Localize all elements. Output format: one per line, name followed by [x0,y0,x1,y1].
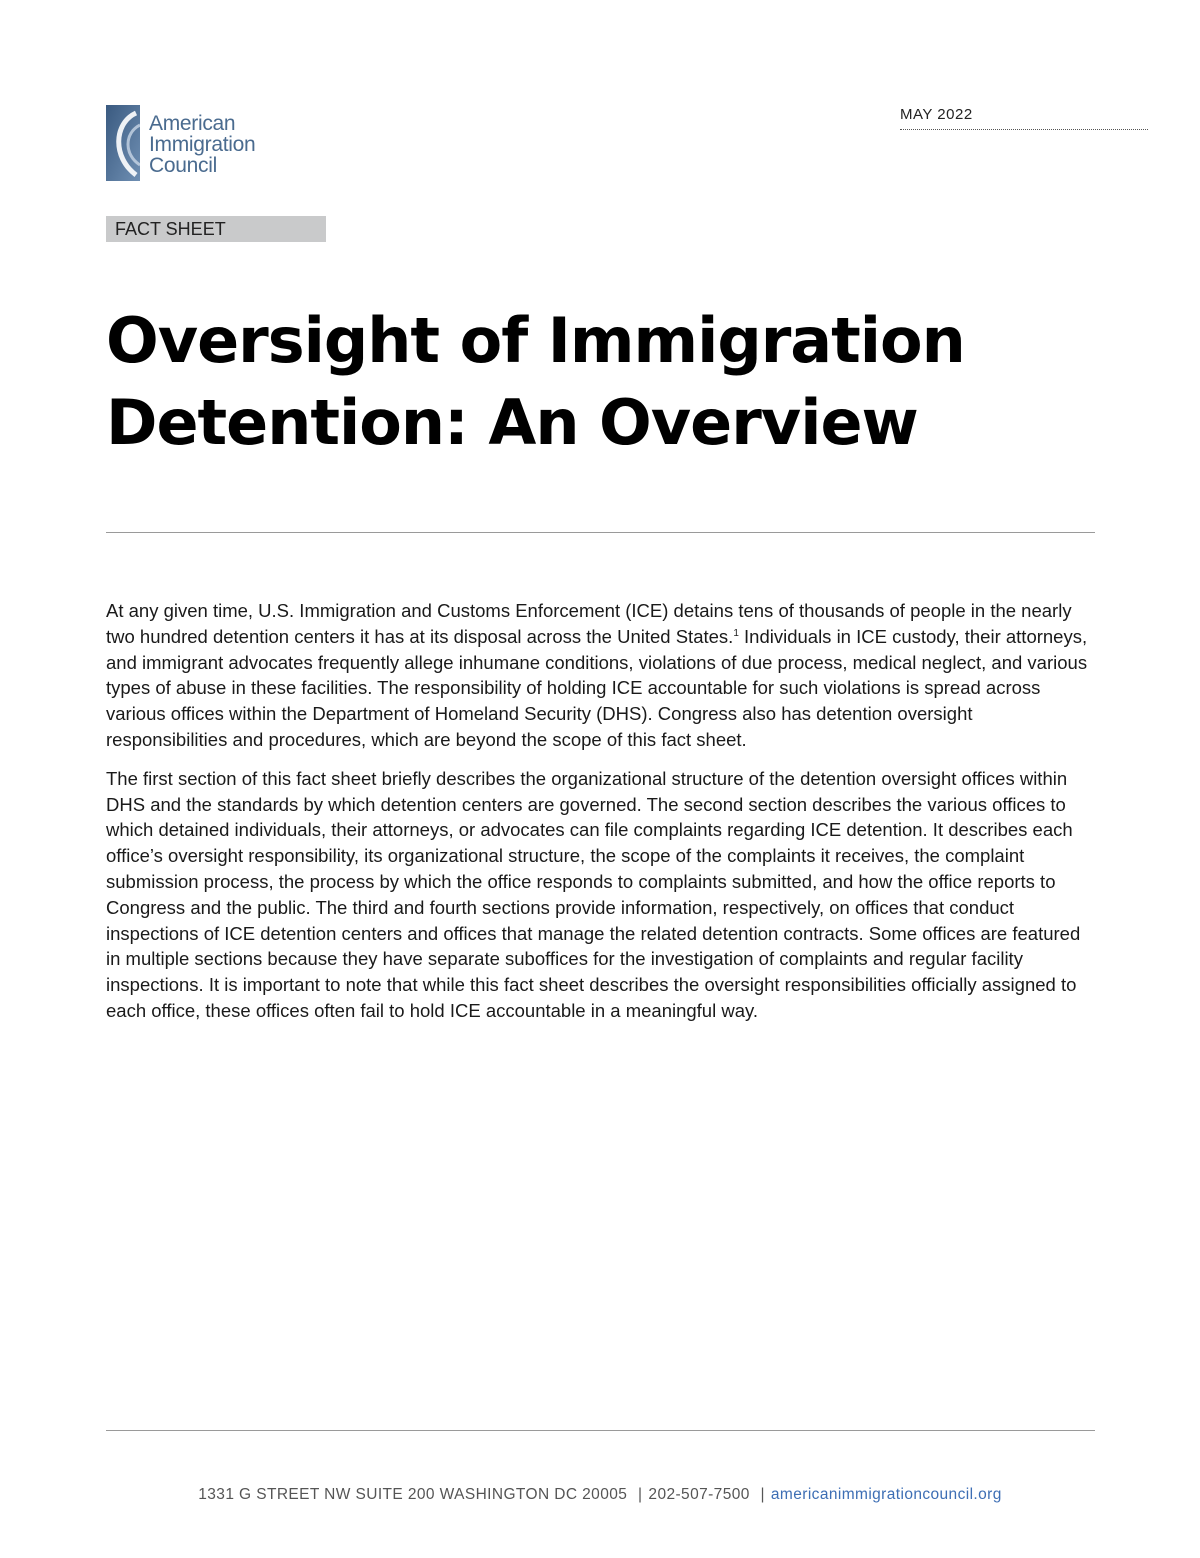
page-title [106,300,1106,464]
title-line-1: Oversight of Immigration [106,304,965,377]
paragraph-2: The first section of this fact sheet briefly describes the organizational structure of the detention oversight offices within DHS and the standards by which detention centers are governed. The second section describes the various offices to which detained individuals, their attorneys, or advocates can file complaints regarding ICE detention. It describes each office’s oversight responsibility, its organizational structure, the scope of the complaints it receives, the complaint submission process, the process by which the office responds to complaints submitted, and how the office reports to Congress and the public. The third and fourth sections provide information, respectively, on offices that conduct inspections of ICE detention centers and offices that manage the related detention contracts. Some offices are featured in multiple sections because they have separate suboffices for the investigation of complaints and regular facility inspections. It is important to note that while this fact sheet describes the oversight responsibilities officially assigned to each office, these offices often fail to hold ICE accountable in a meaningful way. [106,767,1081,1021]
paragraph-1 [106,598,1096,753]
logo-wordmark [149,113,255,176]
footer-separator-1: | [637,1486,643,1503]
doc-type-label: FACT SHEET [115,219,226,239]
doc-type-badge [106,216,326,242]
title-line-2: Detention: An Overview [106,386,918,459]
logo-line-1: American [149,112,236,135]
footer [0,1486,1200,1504]
organization-logo [106,105,276,183]
paragraph-1-end: Individuals in ICE custody, their attorneys, and immigrant advocates frequently allege inhumane conditions, violations of due process, medical neglect, and various types of abuse in these facilities. The responsibility of holding ICE accountable for such violations is spread across various offices within the Department of Homeland Security (DHS). Congress also has detention oversight responsibilities and procedures, which are beyond the scope of this fact sheet. [106,625,1088,750]
footer-separator-2: | [760,1486,765,1503]
logo-line-3: Council [149,154,217,177]
footer-address: 1331 G STREET NW SUITE 200 WASHINGTON DC 20005 [198,1486,628,1503]
logo-line-2: Immigration [149,133,256,156]
body-text [106,598,1096,1037]
logo-mark-icon [106,105,140,181]
bottom-divider [106,1430,1095,1431]
publication-date: MAY 2022 [900,106,1148,130]
footer-website-link[interactable]: americanimmigrationcouncil.org [770,1486,1002,1503]
footnote-ref[interactable]: 1 [733,627,739,639]
top-divider [106,532,1095,533]
footer-phone: 202-507-7500 [648,1486,750,1503]
paragraph-1-start: At any given time, U.S. Immigration and Customs Enforcement (ICE) detains tens of thousands of people in the nearly two hundred detention centers it has at its disposal across the United States. [106,600,1072,647]
